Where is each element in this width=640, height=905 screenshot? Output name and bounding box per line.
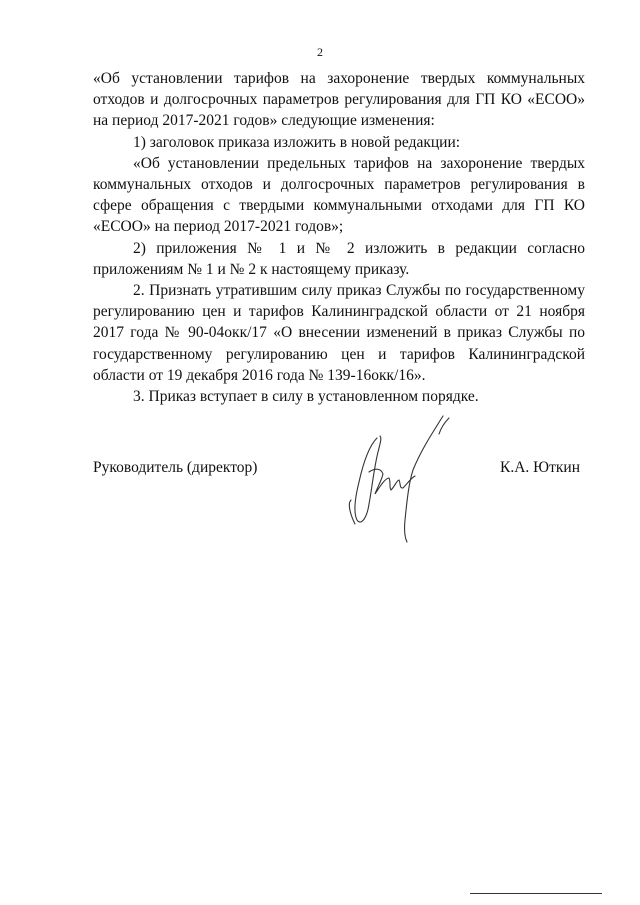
signatory-title: Руководитель (директор) [93, 459, 258, 476]
footer-rule [470, 893, 602, 894]
page-number: 2 [317, 45, 323, 59]
handwritten-signature [325, 408, 455, 543]
paragraph-point-3: 3. Приказ вступает в силу в установленном порядке. [133, 388, 479, 406]
document-body [93, 68, 585, 407]
paragraph-item-2: 2) приложения № 1 и № 2 изложить в редакции согласно приложениям № 1 и № 2 к настоящему приказу. [93, 239, 585, 278]
paragraph-point-2: 2. Признать утратившим силу приказ Службы по государственному регулированию цен и тарифов Калининградской области от 21 ноября 2017 года № 90-04окк/17 «О внесении изменений в приказ Службы по государственному регулированию цен и тарифов Калининградской области от 19 декабря 2016 года № 139-16окк/16». [93, 282, 585, 384]
paragraph-item-1: 1) заголовок приказа изложить в новой редакции: [133, 133, 461, 151]
paragraph-new-title: «Об установлении предельных тарифов на захоронение твердых коммунальных отходов и долгосрочных параметров регулирования в сфере обращения с твердыми коммунальными отходами для ГП КО «ЕСОО» на период 2017-2021 годов»; [93, 154, 585, 236]
paragraph-continuation: «Об установлении тарифов на захоронение твердых коммунальных отходов и долгосрочных параметров регулирования для ГП КО «ЕСОО» на период 2017-2021 годов» следующие изменения: [93, 70, 585, 130]
signatory-name: К.А. Юткин [500, 459, 580, 476]
